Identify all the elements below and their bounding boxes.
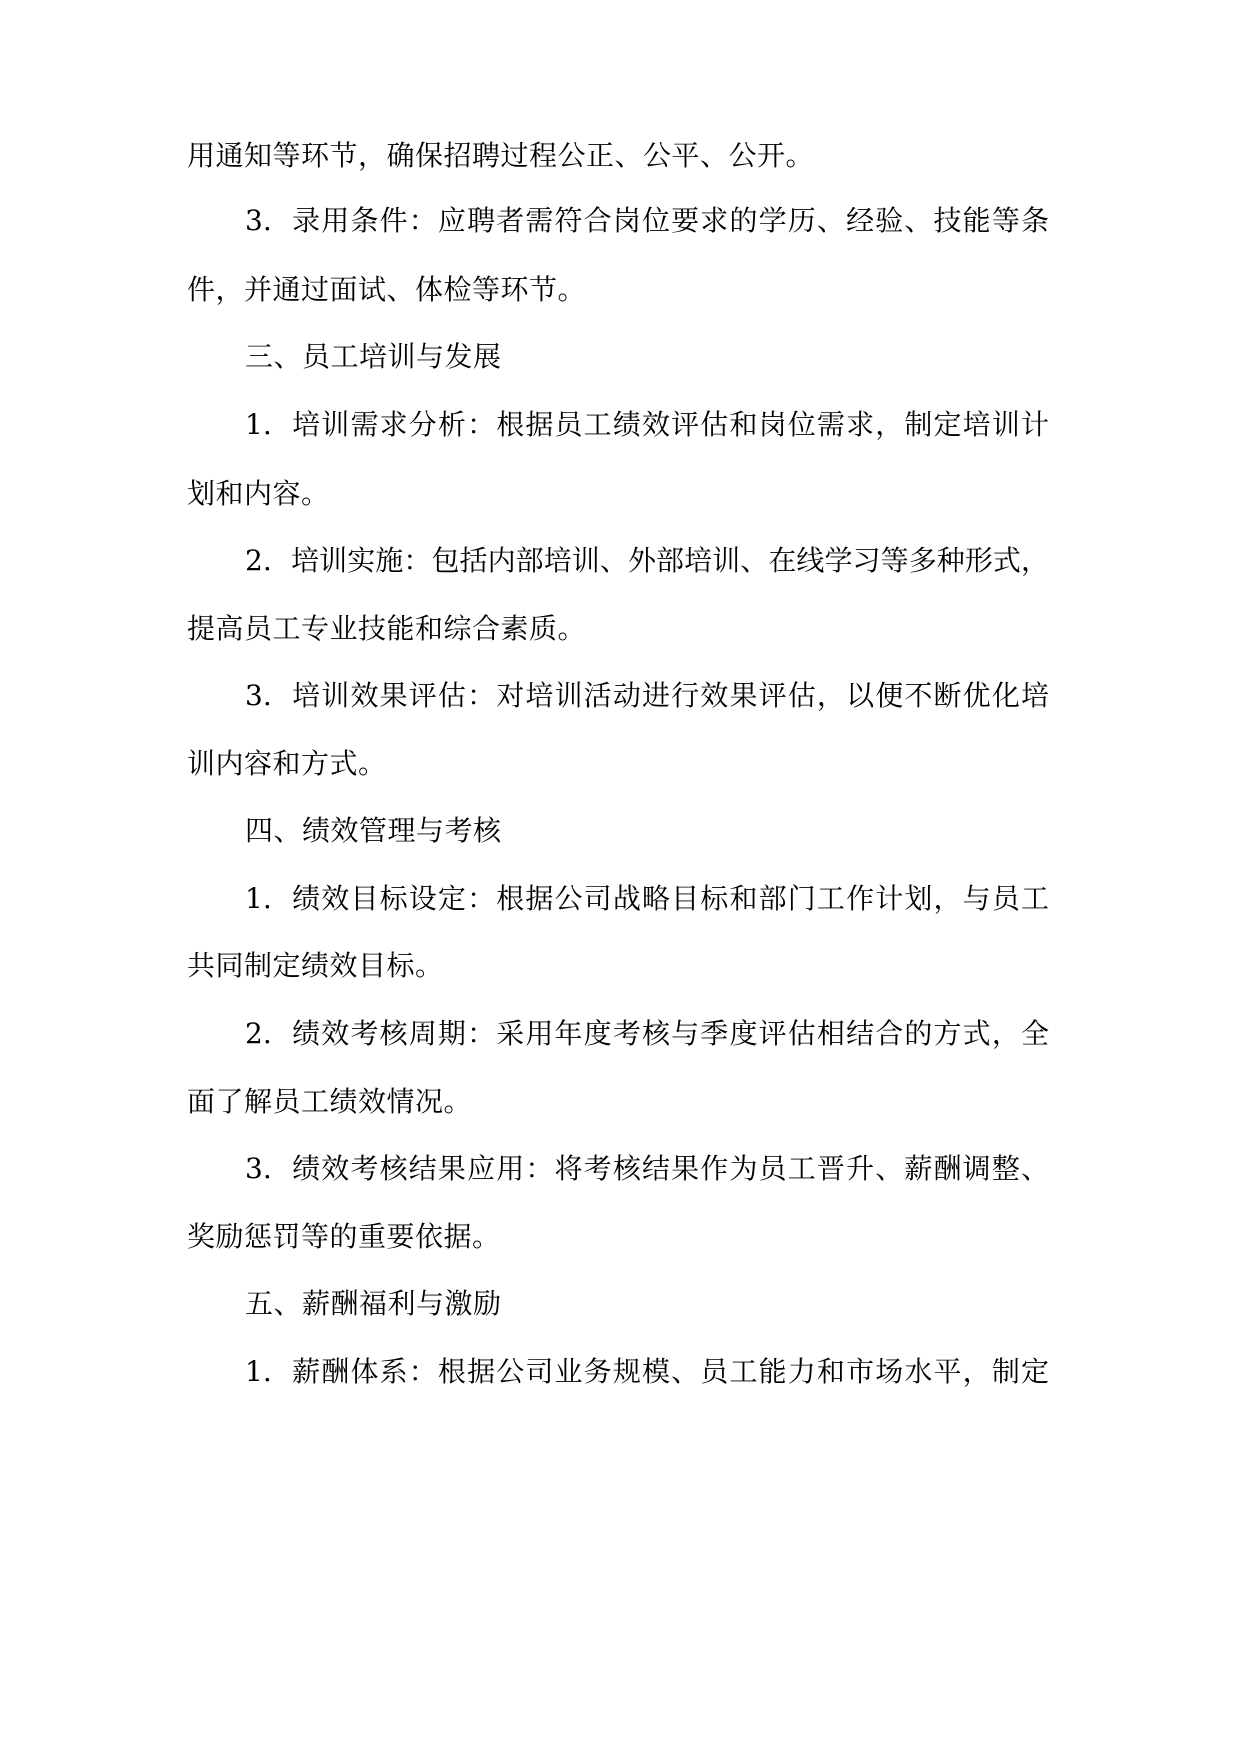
list-number: 3.: [245, 1152, 272, 1185]
list-item-text: 绩效考核周期：采用年度考核与季度评估相结合的方式，全: [291, 1017, 1049, 1050]
list-item-performance-1: [245, 881, 1049, 917]
list-item-text: 培训需求分析：根据员工绩效评估和岗位需求，制定培训计: [291, 408, 1049, 441]
list-number: 2.: [245, 544, 272, 577]
list-item-text: 录用条件：应聘者需符合岗位要求的学历、经验、技能等条: [291, 204, 1049, 237]
list-item-text: 培训实施：包括内部培训、外部培训、在线学习等多种形式，: [291, 544, 1049, 577]
section-heading-compensation: 五、薪酬福利与激励: [245, 1287, 502, 1320]
list-item-compensation-1: [245, 1354, 1049, 1390]
paragraph-line: 用通知等环节，确保招聘过程公正、公平、公开。: [187, 139, 815, 172]
paragraph-line: 奖励惩罚等的重要依据。: [187, 1220, 501, 1253]
list-item-training-2: [245, 543, 1049, 579]
list-item-training-1: [245, 407, 1049, 443]
list-number: 2.: [245, 1017, 272, 1050]
list-item-training-3: [245, 678, 1049, 714]
list-item-text: 绩效考核结果应用：将考核结果作为员工晋升、薪酬调整、: [291, 1152, 1049, 1185]
paragraph-line: 面了解员工绩效情况。: [187, 1085, 473, 1118]
list-item-performance-2: [245, 1016, 1049, 1052]
paragraph-line: 件，并通过面试、体检等环节。: [187, 273, 587, 306]
list-number: 1.: [245, 1355, 272, 1388]
list-number: 1.: [245, 882, 272, 915]
list-number: 3.: [245, 679, 272, 712]
list-item-text: 培训效果评估：对培训活动进行效果评估，以便不断优化培: [291, 679, 1049, 712]
list-item-text: 绩效目标设定：根据公司战略目标和部门工作计划，与员工: [291, 882, 1049, 915]
list-item-performance-3: [245, 1151, 1049, 1187]
paragraph-line: 训内容和方式。: [187, 747, 387, 780]
section-heading-performance: 四、绩效管理与考核: [245, 814, 502, 847]
paragraph-line: 共同制定绩效目标。: [187, 949, 444, 982]
list-item-recruit-3: [245, 203, 1049, 239]
list-number: 1.: [245, 408, 272, 441]
list-item-text: 薪酬体系：根据公司业务规模、员工能力和市场水平，制定: [291, 1355, 1049, 1388]
list-number: 3.: [245, 204, 272, 237]
paragraph-line: 提高员工专业技能和综合素质。: [187, 612, 587, 645]
section-heading-training: 三、员工培训与发展: [245, 340, 502, 373]
paragraph-line: 划和内容。: [187, 477, 330, 510]
